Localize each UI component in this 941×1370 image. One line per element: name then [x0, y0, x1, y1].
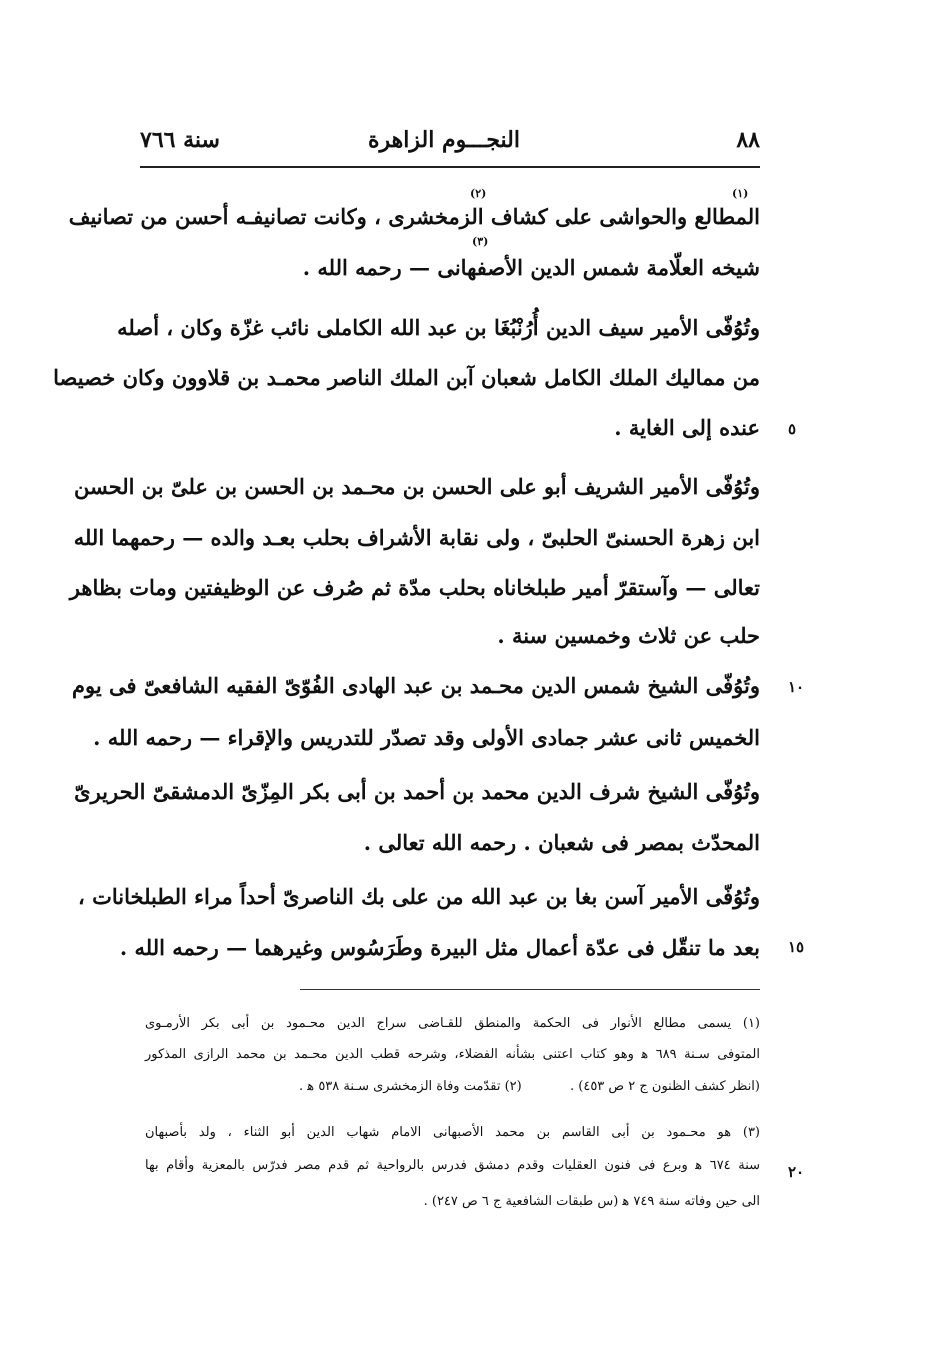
footnote-segment: (٢) تقدّمت وفاة الزمخشرى سـنة ٥٣٨ ﻫ . — [299, 1079, 522, 1094]
body-line: وتُوُفّى الأمير الشريف أبو على الحسن بن محـمد بن الحسن بن علىّ بن الحسن — [73, 474, 760, 499]
body-line: ابن زهرة الحسنىّ الحلبىّ ، ولى نقابة الأشراف بحلب بعـد والده — رحمهما الله — [73, 525, 760, 550]
body-line: بعد ما تنقّل فى عدّة أعمال مثل البيرة وطَرَسُوس وغيرهما — رحمه الله . — [119, 935, 760, 960]
header-rule — [140, 166, 760, 168]
running-title: النجـــوم الزاهرة — [368, 127, 520, 153]
footnote-segment: (انظر كشف الظنون ج ٢ ص ٤٥٣) . — [570, 1079, 760, 1094]
body-line: وتُوُفّى الشيخ شرف الدين محمد بن أحمد بن أبى بكر المِزّىّ الدمشقىّ الحريرىّ — [74, 779, 760, 804]
footnote-line: الى حين وفاته سنة ٧٤٩ ﻫ (س طبقات الشافعية ج ٦ ص ٢٤٧) . — [423, 1194, 760, 1209]
page-number: ٨٨ — [736, 127, 760, 153]
body-line: من مماليك الملك الكامل شعبان آبن الملك الناصر محمـد بن قلاوون وكان خصيصا — [53, 365, 760, 390]
body-line: شيخه العلّامة شمس الدين الأصفهانى — رحمه الله . — [302, 255, 760, 280]
footnote-line: سنة ٦٧٤ ﻫ وبرع فى فنون العقليات وقدم دمشق فدرس بالرواحية ثم قدم مصر فدرّس بالمعزية وأقام بها — [145, 1158, 761, 1173]
body-line: وتُوُفّى الأمير سيف الدين أُرُنْبُغَا بن عبد الله الكاملى نائب غزّة وكان ، أصله — [117, 315, 760, 340]
body-line: الخميس ثانى عشر جمادى الأولى وقد تصدّر للتدريس والإقراء — رحمه الله . — [93, 725, 760, 750]
note-mark-3: (٣) — [472, 235, 489, 248]
margin-line-number: ١٠ — [788, 678, 805, 696]
running-header — [140, 120, 760, 164]
body-line: وتُوُفّى الشيخ شمس الدين محـمد بن عبد الهادى الفُوّىّ الفقيه الشافعىّ فى يوم — [72, 673, 760, 698]
margin-line-number: ١٥ — [788, 938, 805, 956]
footnote-line: (١) يسمى مطالع الأنوار فى الحكمة والمنطق للقـاضى سراج الدين محـمود بن أبى بكر الأرمـوى — [145, 1016, 760, 1031]
header-year: سنة ٧٦٦ — [140, 127, 220, 153]
footnote-rule — [300, 989, 760, 990]
footnote-line — [145, 1073, 760, 1101]
body-line: عنده إلى الغاية . — [614, 415, 760, 440]
footnote-line: (٣) هو محـمود بن أبى القاسم بن محمد الأصبهانى الامام شهاب الدين أبو الثناء ، ولد بأصبهان — [145, 1125, 760, 1140]
footnote-line: المتوفى سـنة ٦٨٩ ﻫ وهو كتاب اعتنى بشأنه الفضلاء، وشرحه قطب الدين محـمد بن محمد الرازى المذكور — [145, 1047, 760, 1062]
body-line: وتُوُفّى الأمير آسن بغا بن عبد الله من على بك الناصرىّ أحداً مراء الطبلخانات ، — [78, 884, 760, 909]
margin-line-number: ٢٠ — [788, 1163, 805, 1181]
note-mark-2: (٢) — [470, 187, 487, 200]
note-mark-1: (١) — [732, 187, 749, 200]
body-line: المطالع والحواشى على كشاف الزمخشرى ، وكانت تصانيفـه أحسن من تصانيف — [68, 204, 760, 229]
body-line: المحدّث بمصر فى شعبان . رحمه الله تعالى . — [363, 830, 760, 855]
margin-line-number: ٥ — [788, 420, 797, 438]
body-line: تعالى — وآستقرّ أمير طبلخاناه بحلب مدّة ثم صُرف عن الوظيفتين ومات بظاهر — [69, 575, 760, 600]
body-line: حلب عن ثلاث وخمسين سنة . — [497, 623, 760, 648]
